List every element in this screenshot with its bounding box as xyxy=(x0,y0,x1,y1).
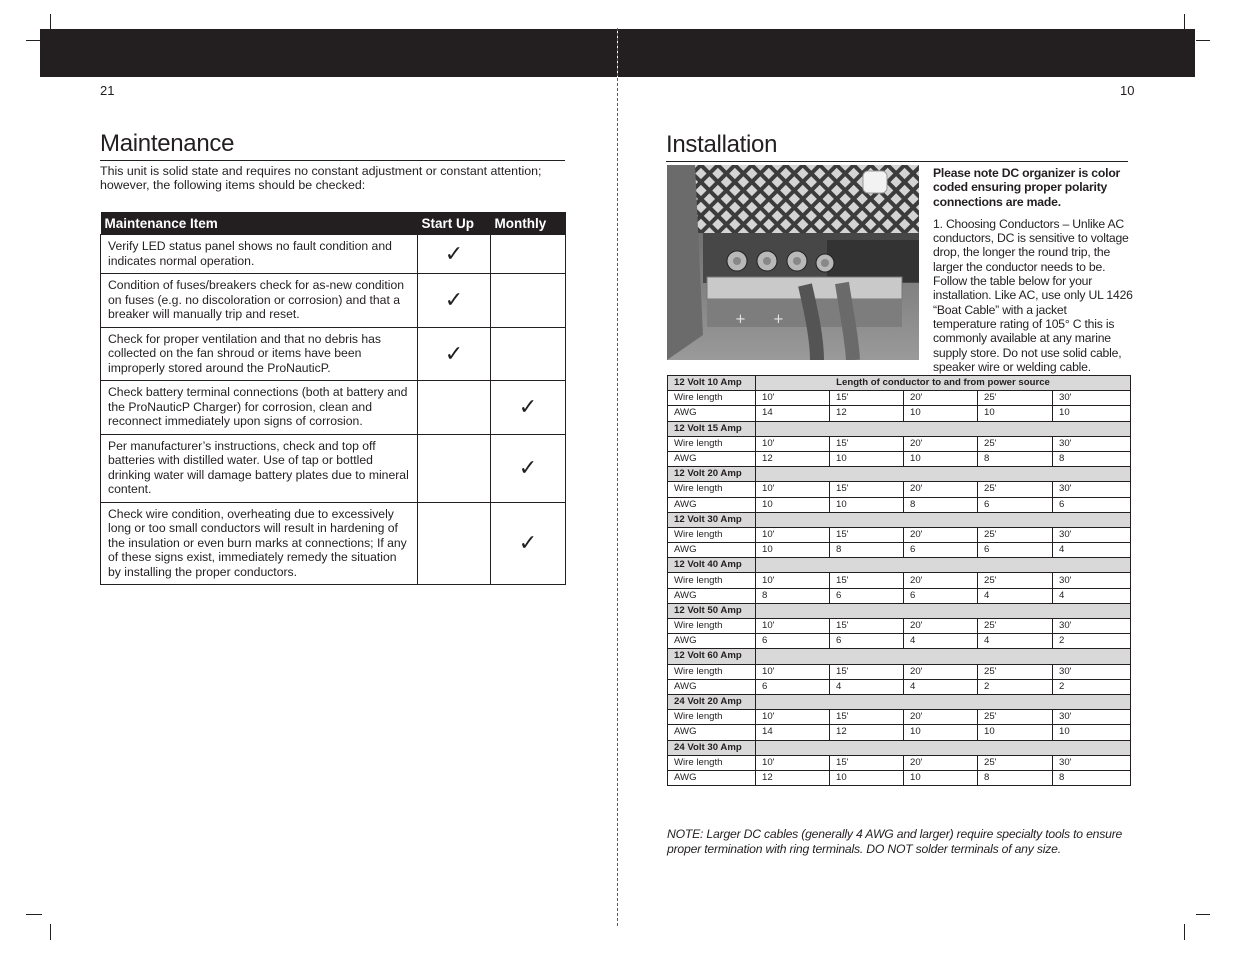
monthly-cell xyxy=(491,381,566,435)
awg-row xyxy=(668,725,1131,740)
wire-length-row xyxy=(668,710,1131,725)
awg-value: 10 xyxy=(978,406,1053,421)
awg-value: 12 xyxy=(830,725,904,740)
dc-organizer-photo xyxy=(667,165,919,360)
length-header: Length of conductor to and from power source xyxy=(756,376,1131,391)
awg-value: 6 xyxy=(756,679,830,694)
awg-value: 10 xyxy=(830,770,904,785)
wire-length-label: Wire length xyxy=(668,619,756,634)
maintenance-item-text: Check wire condition, overheating due to excessively long or too small conductors will result in hardening of the insulation or even burn marks at connections; If any of these signs exist, immediately remedy the situation by installing the proper conductors. xyxy=(101,502,418,585)
dc-organizer-illustration xyxy=(667,165,919,360)
header-maintenance-item: Maintenance Item xyxy=(101,212,418,235)
wire-length-label: Wire length xyxy=(668,664,756,679)
maintenance-intro: This unit is solid state and requires no constant adjustment or constant attention; however, the following items should be checked: xyxy=(100,164,542,192)
awg-value: 10 xyxy=(830,451,904,466)
awg-label: AWG xyxy=(668,588,756,603)
awg-value: 10 xyxy=(830,497,904,512)
wire-length-value: 10' xyxy=(756,619,830,634)
wire-group-header-row xyxy=(668,649,1131,664)
wire-length-value: 20' xyxy=(904,755,978,770)
wire-length-row xyxy=(668,755,1131,770)
awg-value: 10 xyxy=(1053,725,1131,740)
wire-group-header-row xyxy=(668,467,1131,482)
crop-mark xyxy=(1196,40,1210,41)
awg-row xyxy=(668,406,1131,421)
awg-label: AWG xyxy=(668,543,756,558)
wire-length-value: 25' xyxy=(978,482,1053,497)
start-up-cell xyxy=(418,502,491,585)
awg-value: 4 xyxy=(904,679,978,694)
wire-length-label: Wire length xyxy=(668,755,756,770)
wire-length-value: 15' xyxy=(830,755,904,770)
wire-length-value: 30' xyxy=(1053,527,1131,542)
wire-group-name: 12 Volt 60 Amp xyxy=(668,649,756,664)
maintenance-item-text: Condition of fuses/breakers check for as-new condition on fuses (e.g. no discoloration or corrosion) and that a breaker will manually trip and reset. xyxy=(101,274,418,328)
group-header-blank xyxy=(756,421,1131,436)
awg-value: 10 xyxy=(904,770,978,785)
awg-value: 10 xyxy=(756,543,830,558)
wire-length-value: 30' xyxy=(1053,482,1131,497)
wire-length-value: 10' xyxy=(756,664,830,679)
awg-value: 8 xyxy=(978,770,1053,785)
wire-length-row xyxy=(668,619,1131,634)
crop-mark xyxy=(50,924,51,940)
wire-length-value: 10' xyxy=(756,482,830,497)
wire-length-row xyxy=(668,527,1131,542)
crop-mark xyxy=(1184,924,1185,940)
wire-group-name: 24 Volt 30 Amp xyxy=(668,740,756,755)
start-up-cell xyxy=(418,327,491,381)
wire-length-value: 30' xyxy=(1053,664,1131,679)
wire-gauge-table xyxy=(667,375,1131,786)
awg-value: 6 xyxy=(978,543,1053,558)
wire-length-value: 25' xyxy=(978,664,1053,679)
wire-length-value: 20' xyxy=(904,482,978,497)
awg-value: 6 xyxy=(830,588,904,603)
awg-value: 2 xyxy=(978,679,1053,694)
checkmark-icon: ✓ xyxy=(518,454,538,480)
awg-label: AWG xyxy=(668,725,756,740)
installation-text xyxy=(933,166,1133,374)
wire-length-label: Wire length xyxy=(668,573,756,588)
wire-length-value: 30' xyxy=(1053,755,1131,770)
wire-length-value: 20' xyxy=(904,664,978,679)
start-up-cell xyxy=(418,381,491,435)
awg-value: 8 xyxy=(756,588,830,603)
wire-length-value: 25' xyxy=(978,573,1053,588)
awg-value: 12 xyxy=(756,770,830,785)
wire-length-value: 20' xyxy=(904,573,978,588)
wire-length-value: 20' xyxy=(904,527,978,542)
monthly-cell xyxy=(491,502,566,585)
group-header-blank xyxy=(756,558,1131,573)
awg-value: 6 xyxy=(978,497,1053,512)
header-banner-left xyxy=(40,29,617,77)
wire-length-value: 10' xyxy=(756,391,830,406)
page-number-left: 21 xyxy=(100,83,115,98)
wire-group-name: 24 Volt 20 Amp xyxy=(668,694,756,709)
wire-length-value: 30' xyxy=(1053,391,1131,406)
wire-length-value: 25' xyxy=(978,619,1053,634)
checkmark-icon: ✓ xyxy=(444,340,464,366)
checkmark-icon: ✓ xyxy=(518,394,538,419)
checkmark-icon: ✓ xyxy=(444,240,464,266)
awg-value: 6 xyxy=(904,588,978,603)
awg-label: AWG xyxy=(668,679,756,694)
awg-row xyxy=(668,497,1131,512)
wire-length-value: 30' xyxy=(1053,619,1131,634)
wire-length-value: 15' xyxy=(830,436,904,451)
wire-group-header-row xyxy=(668,740,1131,755)
crop-mark xyxy=(1196,914,1210,915)
plus-sign-1: + xyxy=(735,312,746,327)
wire-length-value: 25' xyxy=(978,710,1053,725)
awg-value: 10 xyxy=(904,406,978,421)
wire-length-value: 15' xyxy=(830,710,904,725)
wire-length-value: 25' xyxy=(978,436,1053,451)
group-header-blank xyxy=(756,603,1131,618)
wire-length-label: Wire length xyxy=(668,391,756,406)
awg-value: 14 xyxy=(756,725,830,740)
awg-label: AWG xyxy=(668,770,756,785)
wire-length-row xyxy=(668,664,1131,679)
wire-group-name: 12 Volt 50 Amp xyxy=(668,603,756,618)
group-header-blank xyxy=(756,694,1131,709)
awg-value: 10 xyxy=(756,497,830,512)
monthly-cell xyxy=(491,235,566,274)
awg-label: AWG xyxy=(668,406,756,421)
awg-row xyxy=(668,679,1131,694)
wire-group-name: 12 Volt 10 Amp xyxy=(668,376,756,391)
page-number-right: 10 xyxy=(1120,83,1135,98)
maintenance-item-text: Check battery terminal connections (both at battery and the ProNauticP Charger) for corrosion, clean and reconnect immediately upon signs of corrosion. xyxy=(101,381,418,435)
wire-length-value: 30' xyxy=(1053,573,1131,588)
wire-length-value: 20' xyxy=(904,619,978,634)
wire-length-value: 15' xyxy=(830,619,904,634)
maintenance-item-text: Verify LED status panel shows no fault condition and indicates normal operation. xyxy=(101,235,418,274)
plus-sign-2: + xyxy=(773,312,784,327)
wire-length-value: 25' xyxy=(978,755,1053,770)
group-header-blank xyxy=(756,467,1131,482)
awg-value: 8 xyxy=(904,497,978,512)
wire-group-name: 12 Volt 20 Amp xyxy=(668,467,756,482)
maintenance-item-text: Per manufacturer’s instructions, check and top off batteries with distilled water. Use of tap or bottled drinking water will damage battery plates due to mineral content. xyxy=(101,434,418,502)
group-header-blank xyxy=(756,740,1131,755)
wire-group-name: 12 Volt 30 Amp xyxy=(668,512,756,527)
wire-length-row xyxy=(668,436,1131,451)
page-title-installation: Installation xyxy=(666,131,1128,162)
awg-value: 10 xyxy=(1053,406,1131,421)
wire-group-header-row xyxy=(668,558,1131,573)
awg-value: 8 xyxy=(1053,770,1131,785)
awg-value: 12 xyxy=(830,406,904,421)
wire-group-header-row xyxy=(668,376,1131,391)
monthly-cell xyxy=(491,327,566,381)
wire-length-value: 20' xyxy=(904,710,978,725)
crop-mark xyxy=(26,914,42,915)
maintenance-item-text: Check for proper ventilation and that no debris has collected on the fan shroud or items have been improperly stored around the ProNauticP. xyxy=(101,327,418,381)
wire-length-value: 30' xyxy=(1053,710,1131,725)
wire-length-value: 10' xyxy=(756,527,830,542)
maintenance-row xyxy=(101,502,566,585)
awg-value: 10 xyxy=(904,725,978,740)
wire-length-value: 10' xyxy=(756,573,830,588)
awg-value: 4 xyxy=(978,588,1053,603)
wire-length-value: 15' xyxy=(830,573,904,588)
group-header-blank xyxy=(756,649,1131,664)
awg-value: 14 xyxy=(756,406,830,421)
wire-length-value: 15' xyxy=(830,527,904,542)
awg-row xyxy=(668,588,1131,603)
checkmark-icon: ✓ xyxy=(444,287,464,312)
awg-row xyxy=(668,634,1131,649)
maintenance-row xyxy=(101,327,566,381)
wire-length-row xyxy=(668,391,1131,406)
awg-value: 10 xyxy=(904,451,978,466)
awg-value: 6 xyxy=(904,543,978,558)
wire-group-name: 12 Volt 40 Amp xyxy=(668,558,756,573)
wire-length-row xyxy=(668,573,1131,588)
maintenance-row xyxy=(101,381,566,435)
awg-value: 6 xyxy=(756,634,830,649)
large-cable-note: NOTE: Larger DC cables (generally 4 AWG and larger) require specialty tools to ensure proper termination with ring terminals. DO NOT solder terminals of any size. xyxy=(667,827,1123,856)
awg-label: AWG xyxy=(668,451,756,466)
checkmark-icon: ✓ xyxy=(518,530,538,555)
awg-label: AWG xyxy=(668,497,756,512)
choosing-conductors-paragraph: 1. Choosing Conductors – Unlike AC conductors, DC is sensitive to voltage drop, the longer the round trip, the larger the conductor needs to be. Follow the table below for your installation. Like AC, use only UL 1426 “Boat Cable” with a jacket temperature rating of 105° C this is commonly available at any marine supply store. Do not use solid cable, speaker wire or welding cable. xyxy=(933,216,1133,374)
monthly-cell xyxy=(491,274,566,328)
polarity-note: Please note DC organizer is color coded ensuring proper polarity connections are made. xyxy=(933,166,1121,209)
awg-value: 12 xyxy=(756,451,830,466)
awg-value: 6 xyxy=(1053,497,1131,512)
monthly-cell xyxy=(491,434,566,502)
wire-length-label: Wire length xyxy=(668,710,756,725)
wire-length-value: 10' xyxy=(756,710,830,725)
maintenance-table xyxy=(100,212,566,585)
page-fold-line xyxy=(617,28,618,926)
wire-length-row xyxy=(668,482,1131,497)
header-start-up: Start Up xyxy=(418,212,491,235)
wire-length-label: Wire length xyxy=(668,436,756,451)
wire-length-value: 10' xyxy=(756,755,830,770)
awg-value: 4 xyxy=(978,634,1053,649)
wire-length-value: 20' xyxy=(904,391,978,406)
start-up-cell xyxy=(418,434,491,502)
wire-group-name: 12 Volt 15 Amp xyxy=(668,421,756,436)
wire-length-label: Wire length xyxy=(668,527,756,542)
awg-value: 8 xyxy=(978,451,1053,466)
wire-group-header-row xyxy=(668,603,1131,618)
awg-row xyxy=(668,451,1131,466)
wire-length-value: 15' xyxy=(830,482,904,497)
header-banner-right xyxy=(618,29,1195,77)
awg-value: 2 xyxy=(1053,679,1131,694)
maintenance-row xyxy=(101,274,566,328)
wire-length-value: 25' xyxy=(978,527,1053,542)
awg-value: 8 xyxy=(830,543,904,558)
awg-value: 2 xyxy=(1053,634,1131,649)
awg-value: 4 xyxy=(1053,543,1131,558)
wire-length-value: 30' xyxy=(1053,436,1131,451)
awg-value: 4 xyxy=(830,679,904,694)
start-up-cell xyxy=(418,235,491,274)
header-monthly: Monthly xyxy=(491,212,566,235)
wire-group-header-row xyxy=(668,421,1131,436)
awg-value: 4 xyxy=(904,634,978,649)
group-header-blank xyxy=(756,512,1131,527)
wire-length-label: Wire length xyxy=(668,482,756,497)
awg-value: 4 xyxy=(1053,588,1131,603)
wire-length-value: 15' xyxy=(830,391,904,406)
awg-value: 6 xyxy=(830,634,904,649)
wire-group-header-row xyxy=(668,512,1131,527)
awg-row xyxy=(668,543,1131,558)
maintenance-row xyxy=(101,235,566,274)
awg-value: 8 xyxy=(1053,451,1131,466)
awg-value: 10 xyxy=(978,725,1053,740)
awg-row xyxy=(668,770,1131,785)
wire-length-value: 15' xyxy=(830,664,904,679)
maintenance-table-header xyxy=(101,212,566,235)
awg-label: AWG xyxy=(668,634,756,649)
start-up-cell xyxy=(418,274,491,328)
wire-length-value: 10' xyxy=(756,436,830,451)
page-title-maintenance: Maintenance xyxy=(100,130,565,161)
wire-length-value: 20' xyxy=(904,436,978,451)
wire-length-value: 25' xyxy=(978,391,1053,406)
wire-group-header-row xyxy=(668,694,1131,709)
maintenance-row xyxy=(101,434,566,502)
